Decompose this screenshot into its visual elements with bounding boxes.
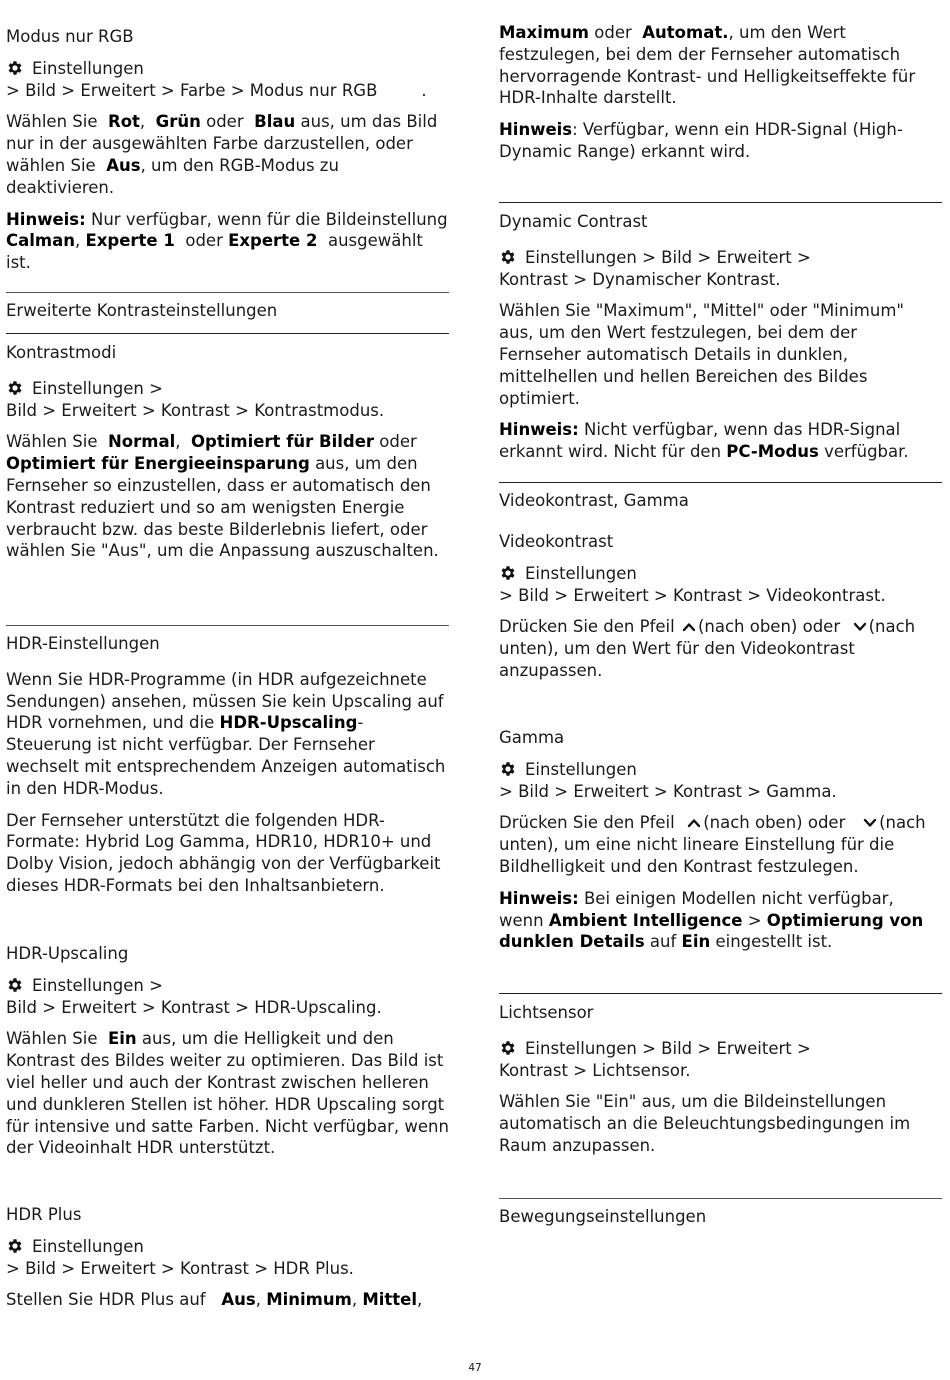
- light-sensor-body: Wählen Sie "Ein" aus, um die Bildeinstellungen automatisch an die Beleuchtungsbedingungen im Raum anzupassen.: [499, 1092, 911, 1155]
- dynamic-contrast-section: [499, 211, 942, 463]
- settings-gear-icon: [499, 564, 517, 582]
- motion-settings-section: [499, 1206, 942, 1228]
- settings-gear-icon: [6, 1237, 24, 1255]
- hdr-upscaling-path: Einstellungen > Bild > Erweitert > Kontrast > HDR-Upscaling.: [6, 975, 382, 1017]
- hdr-plus-note: Hinweis: Verfügbar, wenn ein HDR-Signal (High-Dynamic Range) erkannt wird.: [499, 120, 903, 161]
- motion-settings-heading: Bewegungseinstellungen: [499, 1207, 707, 1226]
- divider: [499, 1198, 942, 1199]
- divider: [6, 292, 449, 293]
- light-sensor-section: [499, 1002, 942, 1157]
- settings-gear-icon: [6, 59, 24, 77]
- gamma-note: Hinweis: Bei einigen Modellen nicht verfügbar, wenn Ambient Intelligence > Optimierung von dunklen Details auf Ein eingestellt ist.: [499, 888, 924, 952]
- settings-gear-icon: [6, 976, 24, 994]
- dynamic-contrast-heading: Dynamic Contrast: [499, 212, 648, 231]
- rgb-mode-section: [6, 26, 449, 274]
- video-contrast-path: Einstellungen > Bild > Erweitert > Kontrast > Videokontrast.: [499, 563, 886, 605]
- page-number: 47: [468, 1362, 482, 1374]
- hdr-upscaling-body: Wählen Sie Ein aus, um die Helligkeit und den Kontrast des Bildes weiter zu optimieren. Das Bild ist viel heller und auch der Kontrast zwischen helleren und dunkleren Stellen ist höher. HDR Upscaling sorgt für intensive und satte Farben. Nicht verfügbar, wenn der Videoinhalt HDR unterstützt.: [6, 1029, 449, 1158]
- arrow-up-icon: [687, 817, 701, 829]
- hdr-plus-body: Stellen Sie HDR Plus auf Aus, Minimum, Mittel,: [6, 1290, 423, 1310]
- video-contrast-heading: Videokontrast: [499, 532, 614, 551]
- video-gamma-heading: Videokontrast, Gamma: [499, 491, 689, 510]
- gamma-section: [499, 727, 942, 953]
- gamma-heading: Gamma: [499, 728, 565, 747]
- hdr-settings-paragraph-2: Der Fernseher unterstützt die folgenden HDR-Formate: Hybrid Log Gamma, HDR10, HDR10+ und Dolby Vision, jedoch abhängig von der Verfügbarkeit dieses HDR-Formats bei den Inhaltsanbietern.: [6, 810, 441, 895]
- light-sensor-path: Einstellungen > Bild > Erweitert > Kontrast > Lichtsensor.: [499, 1038, 811, 1080]
- dynamic-contrast-path: Einstellungen > Bild > Erweitert > Kontrast > Dynamischer Kontrast.: [499, 247, 811, 289]
- rgb-mode-note: Hinweis: Nur verfügbar, wenn für die Bildeinstellung Calman, Experte 1 oder Experte 2 ausgewählt ist.: [6, 209, 448, 273]
- advanced-contrast-heading: Erweiterte Kontrasteinstellungen: [6, 301, 278, 320]
- hdr-settings-paragraph-1: Wenn Sie HDR-Programme (in HDR aufgezeichnete Sendungen) ansehen, müssen Sie kein Upscaling auf HDR vornehmen, und die HDR-Upscaling-Steuerung ist nicht verfügbar. Der Fernseher wechselt mit entsprechendem Anzeigen automatisch in den HDR-Modus.: [6, 669, 446, 798]
- divider: [499, 993, 942, 994]
- settings-gear-icon: [6, 379, 24, 397]
- dynamic-contrast-body: Wählen Sie "Maximum", "Mittel" oder "Minimum" aus, um den Wert festzulegen, bei dem der Fernseher automatisch Details in dunklen, mittelhellen und hellen Bereichen des Bildes optimiert.: [499, 301, 904, 408]
- gamma-body: Drücken Sie den Pfeil (nach oben) oder (nach unten), um eine nicht lineare Einstellung für die Bildhelligkeit und den Kontrast festzulegen.: [499, 813, 926, 876]
- rgb-mode-heading: Modus nur RGB: [6, 27, 134, 46]
- advanced-contrast-heading-block: [6, 300, 449, 322]
- video-gamma-heading-block: [499, 490, 942, 512]
- settings-gear-icon: [499, 1039, 517, 1057]
- contrast-modes-section: [6, 342, 449, 562]
- divider: [6, 333, 449, 334]
- contrast-modes-path: Einstellungen > Bild > Erweitert > Kontrast > Kontrastmodus.: [6, 378, 385, 420]
- video-contrast-section: [499, 531, 942, 682]
- hdr-upscaling-heading: HDR-Upscaling: [6, 944, 129, 963]
- settings-gear-icon: [499, 248, 517, 266]
- rgb-mode-path: Einstellungen > Bild > Erweitert > Farbe > Modus nur RGB .: [6, 58, 427, 100]
- gamma-path: Einstellungen > Bild > Erweitert > Kontrast > Gamma.: [499, 759, 837, 801]
- hdr-plus-heading: HDR Plus: [6, 1205, 82, 1224]
- video-contrast-body: Drücken Sie den Pfeil (nach oben) oder (nach unten), um den Wert für den Videokontrast anzupassen.: [499, 617, 916, 680]
- divider: [499, 482, 942, 483]
- divider: [6, 625, 449, 626]
- hdr-plus-section: [6, 1204, 449, 1311]
- contrast-modes-heading: Kontrastmodi: [6, 343, 117, 362]
- arrow-down-icon: [853, 621, 867, 633]
- hdr-upscaling-section: [6, 943, 449, 1159]
- arrow-up-icon: [682, 621, 696, 633]
- divider: [499, 202, 942, 203]
- hdr-settings-section: [6, 633, 449, 897]
- hdr-plus-path: Einstellungen > Bild > Erweitert > Kontrast > HDR Plus.: [6, 1236, 354, 1278]
- hdr-plus-continued: [499, 22, 942, 163]
- hdr-settings-heading: HDR-Einstellungen: [6, 634, 160, 653]
- arrow-down-icon: [863, 817, 877, 829]
- settings-gear-icon: [499, 760, 517, 778]
- hdr-plus-continued-body: Maximum oder Automat., um den Wert festzulegen, bei dem der Fernseher automatisch hervorragende Kontrast- und Helligkeitseffekte für HDR-Inhalte darstellt.: [499, 23, 916, 108]
- contrast-modes-body: Wählen Sie Normal, Optimiert für Bilder oder Optimiert für Energieeinsparung aus, um den Fernseher so einzustellen, dass er automatisch den Kontrast reduziert und so am wenigsten Energie verbraucht bzw. das beste Bilderlebnis liefert, oder wählen Sie "Aus", um die Anpassung auszuschalten.: [6, 432, 439, 561]
- dynamic-contrast-note: Hinweis: Nicht verfügbar, wenn das HDR-Signal erkannt wird. Nicht für den PC-Modus verfügbar.: [499, 420, 909, 462]
- rgb-mode-body: Wählen Sie Rot, Grün oder Blau aus, um das Bild nur in der ausgewählten Farbe darzustellen, oder wählen Sie Aus, um den RGB-Modus zu deaktivieren.: [6, 112, 438, 197]
- light-sensor-heading: Lichtsensor: [499, 1003, 594, 1022]
